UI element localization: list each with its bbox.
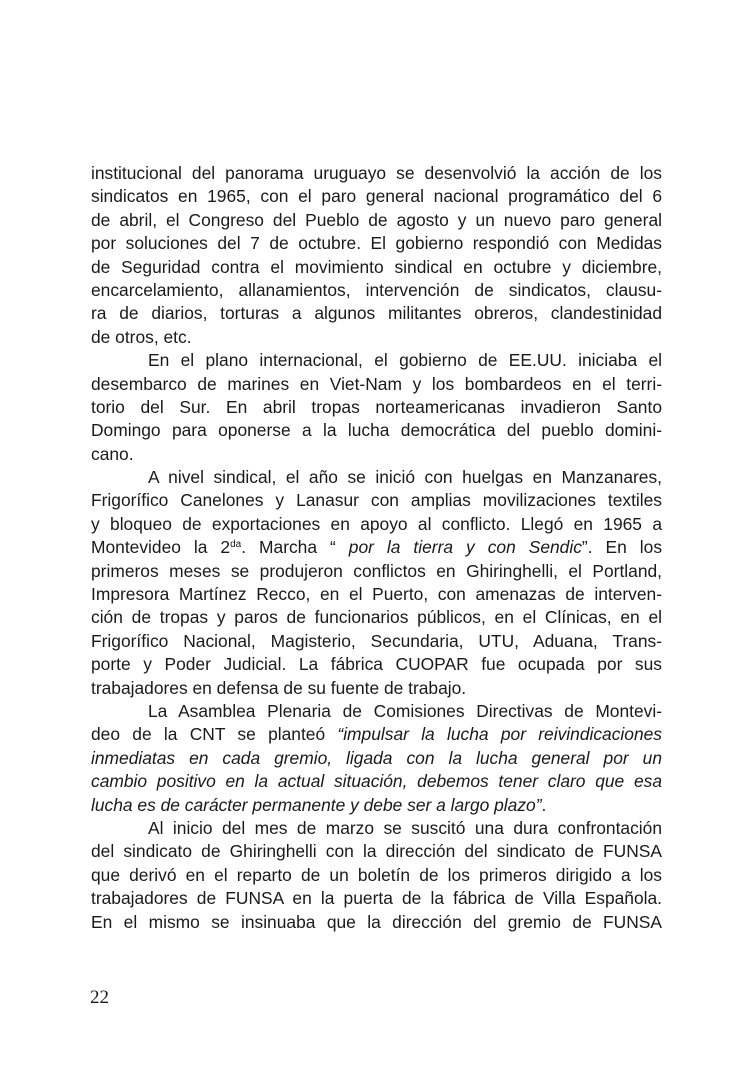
text-line	[91, 770, 662, 793]
text-line	[91, 700, 662, 723]
text-run: encarcelamiento, allanamientos, intervención de sindicatos, clausu-	[91, 279, 662, 300]
text-line	[91, 536, 662, 559]
text-line	[91, 419, 662, 442]
paragraph	[91, 700, 662, 817]
text-run: Domingo para oponerse a la lucha democrática del pueblo domini-	[91, 420, 662, 441]
italic-quote: cambio positivo en la actual situación, debemos tener claro que esa	[91, 771, 662, 792]
text-run: sindicatos en 1965, con el paro general nacional programático del 6	[91, 186, 662, 207]
text-line	[91, 560, 662, 583]
text-line	[91, 373, 662, 396]
text-run: Frigorífico Canelones y Lanasur con amplias movilizaciones textiles	[91, 490, 662, 511]
text-line	[91, 583, 662, 606]
text-run: primeros meses se produjeron conflictos en Ghiringhelli, el Portland,	[91, 560, 662, 581]
body-text	[91, 162, 662, 934]
text-line	[91, 302, 662, 325]
page-number: 22	[90, 987, 109, 1008]
superscript: da	[230, 539, 242, 551]
text-run: del sindicato de Ghiringhelli con la dirección del sindicato de FUNSA	[91, 841, 662, 862]
italic-quote: por la tierra y con Sendic	[348, 537, 582, 558]
text-run: de otros, etc.	[91, 326, 192, 347]
text-run: institucional del panorama uruguayo se desenvolvió la acción de los	[91, 163, 662, 183]
text-run: que derivó en el reparto de un boletín de los primeros dirigido a los	[91, 864, 662, 885]
italic-quote: inmediatas en cada gremio, ligada con la lucha general por un	[91, 747, 662, 768]
text-line	[91, 162, 662, 185]
italic-quote: “impulsar la lucha por reivindicaciones	[337, 724, 662, 745]
text-run: deo de la CNT se planteó	[91, 724, 338, 745]
text-line	[91, 794, 662, 817]
text-line	[91, 840, 662, 863]
text-line	[91, 185, 662, 208]
text-line	[91, 326, 662, 349]
text-run: Impresora Martínez Recco, en el Puerto, con amenazas de interven-	[91, 584, 662, 605]
text-run: trabajadores en defensa de su fuente de trabajo.	[91, 677, 467, 698]
text-line	[91, 209, 662, 232]
text-line	[91, 817, 662, 840]
text-line	[91, 349, 662, 372]
text-run: trabajadores de FUNSA en la puerta de la fábrica de Villa Española.	[91, 888, 662, 909]
text-line	[91, 887, 662, 910]
paragraph	[91, 466, 662, 700]
text-run: cano.	[91, 443, 134, 464]
paragraph	[91, 349, 662, 466]
text-run: y bloqueo de exportaciones en apoyo al conflicto. Llegó en 1965 a	[91, 513, 662, 534]
text-run: desembarco de marines en Viet-Nam y los bombardeos en el terri-	[91, 373, 662, 394]
text-line	[91, 489, 662, 512]
text-run: Montevideo la 2	[91, 537, 231, 558]
text-run: ”. En los	[581, 537, 663, 558]
text-line	[91, 630, 662, 653]
text-line	[91, 443, 662, 466]
italic-quote: lucha es de carácter permanente y debe ser a largo plazo”	[91, 794, 542, 815]
text-run: de Seguridad contra el movimiento sindical en octubre y diciembre,	[91, 256, 662, 277]
text-line	[91, 606, 662, 629]
text-line	[91, 864, 662, 887]
text-line	[91, 677, 662, 700]
text-run: ra de diarios, torturas a algunos militantes obreros, clandestinidad	[91, 303, 662, 324]
paragraph	[91, 817, 662, 934]
text-run: por soluciones del 7 de octubre. El gobierno respondió con Medidas	[91, 233, 662, 254]
text-line	[91, 279, 662, 302]
text-line	[91, 256, 662, 279]
text-run: La Asamblea Plenaria de Comisiones Directivas de Montevi-	[148, 700, 662, 721]
text-line	[91, 911, 662, 934]
text-run: ción de tropas y paros de funcionarios públicos, en el Clínicas, en el	[91, 607, 662, 628]
paragraph	[91, 162, 662, 349]
text-line	[91, 466, 662, 489]
text-run: de abril, el Congreso del Pueblo de agosto y un nuevo paro general	[91, 209, 662, 230]
text-run: A nivel sindical, el año se inició con huelgas en Manzanares,	[148, 467, 662, 488]
text-run: En el plano internacional, el gobierno de EE.UU. iniciaba el	[148, 350, 662, 371]
text-run: .	[541, 794, 547, 815]
text-run: En el mismo se insinuaba que la dirección del gremio de FUNSA	[91, 911, 662, 932]
text-run: torio del Sur. En abril tropas norteamericanas invadieron Santo	[91, 396, 662, 417]
text-line	[91, 723, 662, 746]
text-line	[91, 513, 662, 536]
text-line	[91, 232, 662, 255]
text-run: Al inicio del mes de marzo se suscitó una dura confrontación	[148, 817, 662, 838]
text-run: Frigorífico Nacional, Magisterio, Secundaria, UTU, Aduana, Trans-	[91, 630, 662, 651]
text-run: . Marcha “	[241, 537, 349, 558]
text-line	[91, 396, 662, 419]
text-run: porte y Poder Judicial. La fábrica CUOPAR fue ocupada por sus	[91, 654, 662, 675]
text-line	[91, 653, 662, 676]
text-line	[91, 747, 662, 770]
